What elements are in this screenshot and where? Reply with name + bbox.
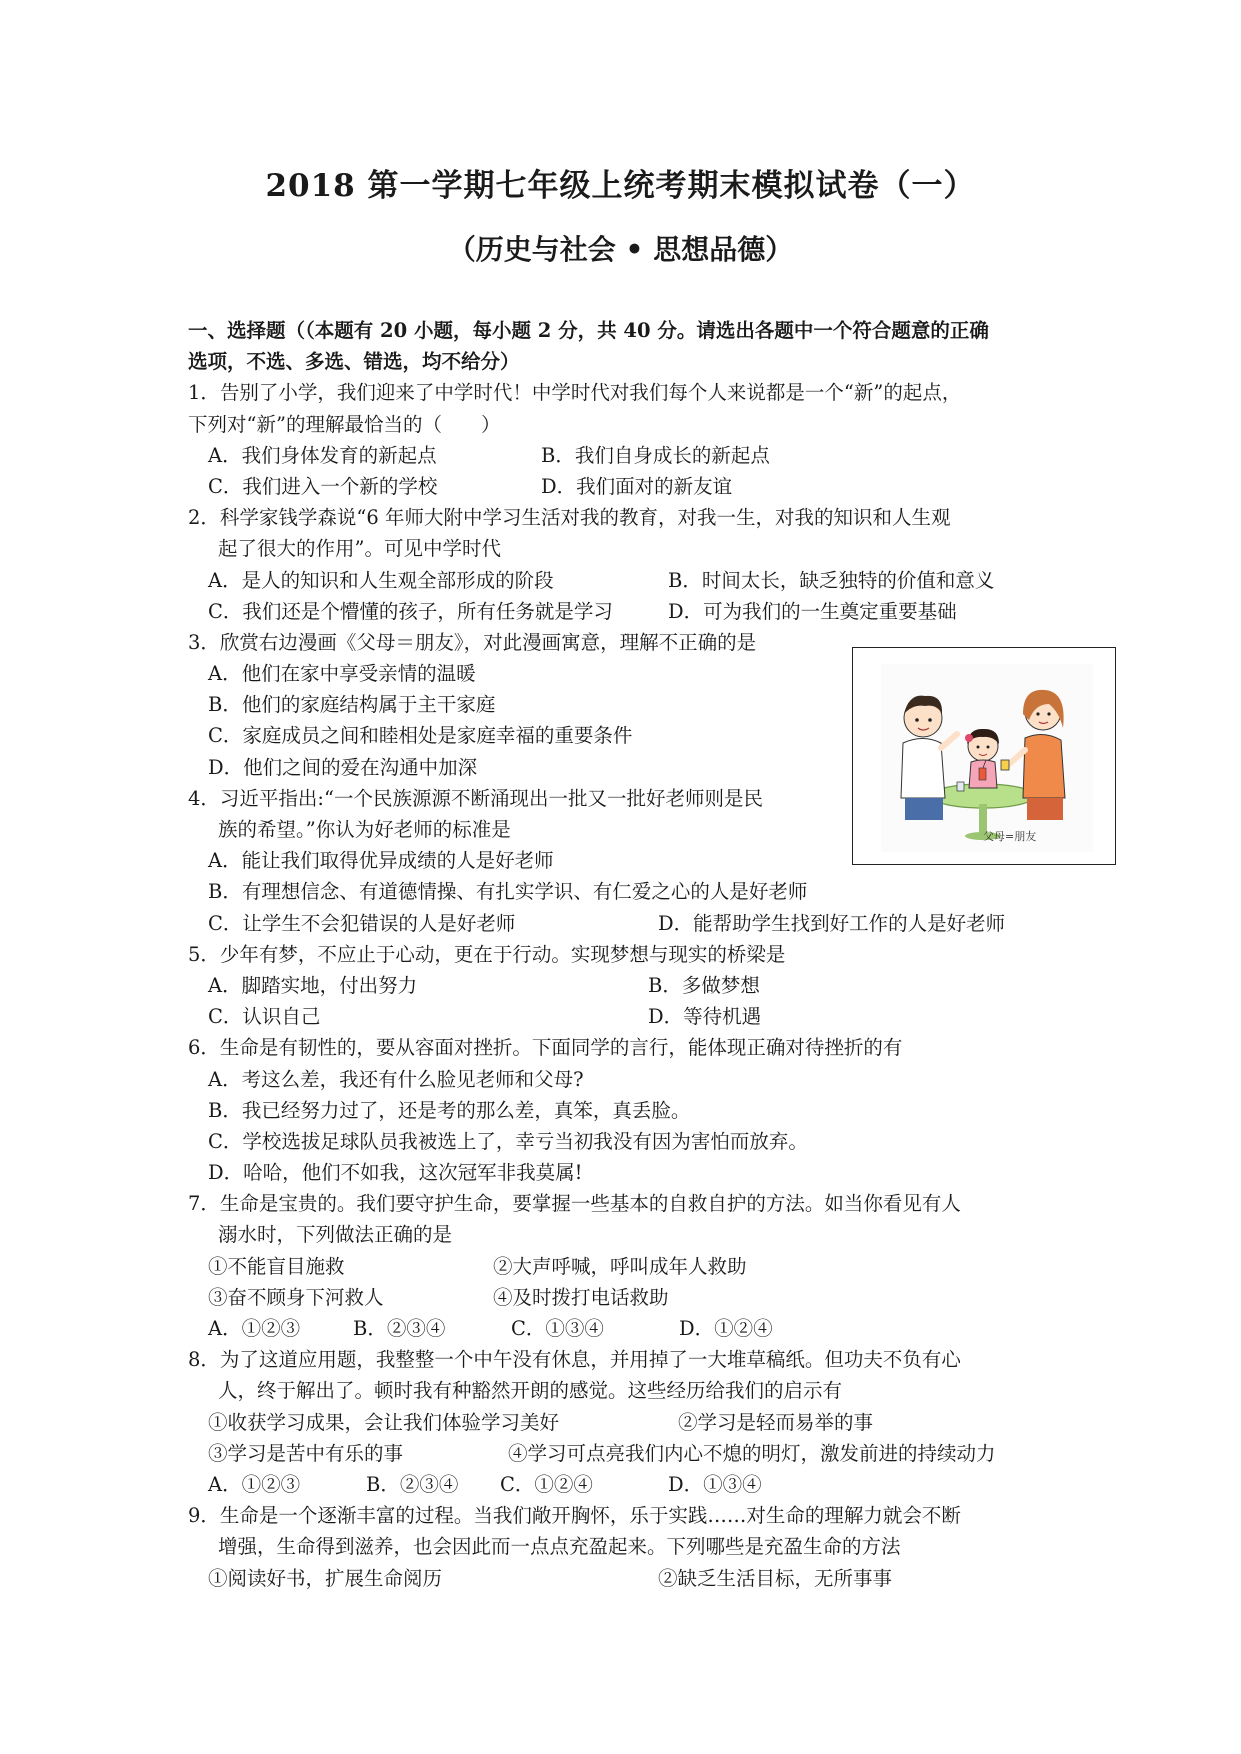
q7-option-b: B．②③④ bbox=[353, 1317, 446, 1340]
q5-option-b: B．多做梦想 bbox=[648, 973, 760, 997]
q8-option-b: B．②③④ bbox=[366, 1472, 459, 1496]
q6-option-d: D．哈哈，他们不如我，这次冠军非我莫属! bbox=[208, 1161, 583, 1185]
q7-stem-line1: 7．生命是宝贵的。我们要守护生命，要掌握一些基本的自救自护的方法。如当你看见有人 bbox=[188, 1192, 961, 1216]
q4-stem-line1: 4．习近平指出:“一个民族源源不断涌现出一批又一批好老师则是民 bbox=[188, 786, 763, 810]
exam-title: 2018 第一学期七年级上统考期末模拟试卷（一） bbox=[265, 168, 976, 204]
exam-subtitle: （历史与社会 • 思想品德） bbox=[447, 233, 794, 266]
q1-option-d: D．我们面对的新友谊 bbox=[541, 474, 733, 498]
q8-option-c: C．①②④ bbox=[500, 1472, 593, 1496]
q7-options-row bbox=[188, 1313, 1068, 1344]
q8-stem-line2: 人，终于解出了。顿时我有种豁然开朗的感觉。这些经历给我们的启示有 bbox=[218, 1379, 843, 1403]
q6-stem: 6．生命是有韧性的，要从容面对挫折。下面同学的言行，能体现正确对待挫折的有 bbox=[188, 1036, 903, 1060]
q3-stem: 3．欣赏右边漫画《父母＝朋友》，对此漫画寓意，理解不正确的是 bbox=[188, 630, 757, 654]
q5-option-c: C．认识自己 bbox=[208, 1005, 321, 1029]
q1-stem-line2: 下列对“新”的理解最恰当的（ ） bbox=[188, 412, 501, 436]
q5-options-row2 bbox=[188, 1001, 1068, 1032]
q3-option-b: B．他们的家庭结构属于主干家庭 bbox=[208, 693, 496, 717]
q7-statement-4: ④及时拨打电话救助 bbox=[493, 1285, 669, 1309]
q4-option-d: D．能帮助学生找到好工作的人是好老师 bbox=[658, 911, 1006, 935]
q7-stem-line2: 溺水时，下列做法正确的是 bbox=[218, 1223, 453, 1247]
q1-option-a: A．我们身体发育的新起点 bbox=[208, 443, 437, 467]
q4-option-c: C．让学生不会犯错误的人是好老师 bbox=[208, 911, 516, 935]
q6-option-b: B．我已经努力过了，还是考的那么差，真笨，真丢脸。 bbox=[208, 1098, 691, 1122]
q1-options-row1 bbox=[188, 440, 1068, 471]
q8-option-d: D．①③④ bbox=[668, 1472, 762, 1496]
q1-options-row2 bbox=[188, 471, 1068, 502]
q5-option-a: A．脚踏实地，付出努力 bbox=[208, 973, 418, 997]
q8-statement-1: ①收获学习成果，会让我们体验学习美好 bbox=[208, 1410, 560, 1434]
q8-statements-row1 bbox=[188, 1407, 1068, 1438]
section-heading-line2: 选项，不选、多选、错选，均不给分） bbox=[188, 350, 520, 374]
q9-statement-1: ①阅读好书，扩展生命阅历 bbox=[208, 1566, 443, 1590]
q3-option-a: A．他们在家中享受亲情的温暖 bbox=[208, 662, 476, 686]
q7-statements-row2 bbox=[188, 1282, 1068, 1313]
exam-body bbox=[188, 315, 1068, 1594]
q7-statement-3: ③奋不顾身下河救人 bbox=[208, 1285, 384, 1309]
q8-statement-2: ②学习是轻而易举的事 bbox=[678, 1410, 874, 1434]
q8-option-a: A．①②③ bbox=[208, 1472, 301, 1496]
q7-option-c: C．①③④ bbox=[511, 1317, 604, 1340]
q7-statement-1: ①不能盲目施救 bbox=[208, 1254, 345, 1278]
q2-option-b: B．时间太长，缺乏独特的价值和意义 bbox=[668, 568, 995, 592]
q7-statements-row1 bbox=[188, 1251, 1068, 1282]
q7-option-a: A．①②③ bbox=[208, 1317, 301, 1340]
q5-option-d: D．等待机遇 bbox=[648, 1005, 762, 1029]
q9-stem-line1: 9．生命是一个逐渐丰富的过程。当我们敞开胸怀，乐于实践……对生命的理解力就会不断 bbox=[188, 1504, 961, 1528]
q4-option-a: A．能让我们取得优异成绩的人是好老师 bbox=[208, 849, 554, 873]
q8-statement-4: ④学习可点亮我们内心不熄的明灯，激发前进的持续动力 bbox=[508, 1441, 996, 1465]
q2-option-c: C．我们还是个懵懂的孩子，所有任务就是学习 bbox=[208, 599, 613, 623]
q8-statement-3: ③学习是苦中有乐的事 bbox=[208, 1441, 404, 1465]
q7-option-d: D．①②④ bbox=[679, 1317, 773, 1340]
q2-option-d: D．可为我们的一生奠定重要基础 bbox=[668, 599, 957, 623]
section-heading-line1: 一、选择题（（本题有 20 小题，每小题 2 分，共 40 分。请选出各题中一个符合题意的正确 bbox=[188, 319, 989, 342]
q9-statements-row1 bbox=[188, 1563, 1068, 1594]
q3-option-d: D．他们之间的爱在沟通中加深 bbox=[208, 755, 478, 779]
q9-statement-2: ②缺乏生活目标，无所事事 bbox=[658, 1566, 893, 1590]
cartoon-caption: 父母=朋友 bbox=[983, 830, 1037, 843]
q4-option-b: B．有理想信念、有道德情操、有扎实学识、有仁爱之心的人是好老师 bbox=[208, 880, 808, 904]
q8-statements-row2 bbox=[188, 1438, 1068, 1469]
q8-options-row bbox=[188, 1469, 1068, 1500]
q1-option-c: C．我们进入一个新的学校 bbox=[208, 474, 438, 498]
q5-options-row1 bbox=[188, 970, 1068, 1001]
q2-options-row1 bbox=[188, 565, 1068, 596]
q4-stem-line2: 族的希望。”你认为好老师的标准是 bbox=[218, 818, 511, 841]
q6-option-a: A．考这么差，我还有什么脸见老师和父母? bbox=[208, 1067, 584, 1091]
q7-statement-2: ②大声呼喊，呼叫成年人救助 bbox=[493, 1254, 747, 1278]
q2-option-a: A．是人的知识和人生观全部形成的阶段 bbox=[208, 568, 554, 592]
q1-stem-line1: 1．告别了小学，我们迎来了中学时代！中学时代对我们每个人来说都是一个“新”的起点， bbox=[188, 381, 962, 405]
q2-options-row2 bbox=[188, 596, 1068, 627]
q2-stem-line2: 起了很大的作用”。可见中学时代 bbox=[218, 537, 501, 561]
q2-stem-line1: 2．科学家钱学森说“6 年师大附中学习生活对我的教育，对我一生，对我的知识和人生观 bbox=[188, 506, 951, 530]
q5-stem: 5．少年有梦，不应止于心动，更在于行动。实现梦想与现实的桥梁是 bbox=[188, 942, 786, 966]
q9-stem-line2: 增强，生命得到滋养，也会因此而一点点充盈起来。下列哪些是充盈生命的方法 bbox=[218, 1535, 901, 1559]
q4-options-row bbox=[188, 908, 1068, 939]
q3-option-c: C．家庭成员之间和睦相处是家庭幸福的重要条件 bbox=[208, 724, 633, 748]
q1-option-b: B．我们自身成长的新起点 bbox=[541, 443, 770, 467]
q8-stem-line1: 8．为了这道应用题，我整整一个中午没有休息，并用掉了一大堆草稿纸。但功夫不负有心 bbox=[188, 1348, 961, 1372]
q6-option-c: C．学校选拔足球队员我被选上了，幸亏当初我没有因为害怕而放弃。 bbox=[208, 1129, 808, 1153]
cartoon-figure bbox=[852, 647, 1116, 865]
